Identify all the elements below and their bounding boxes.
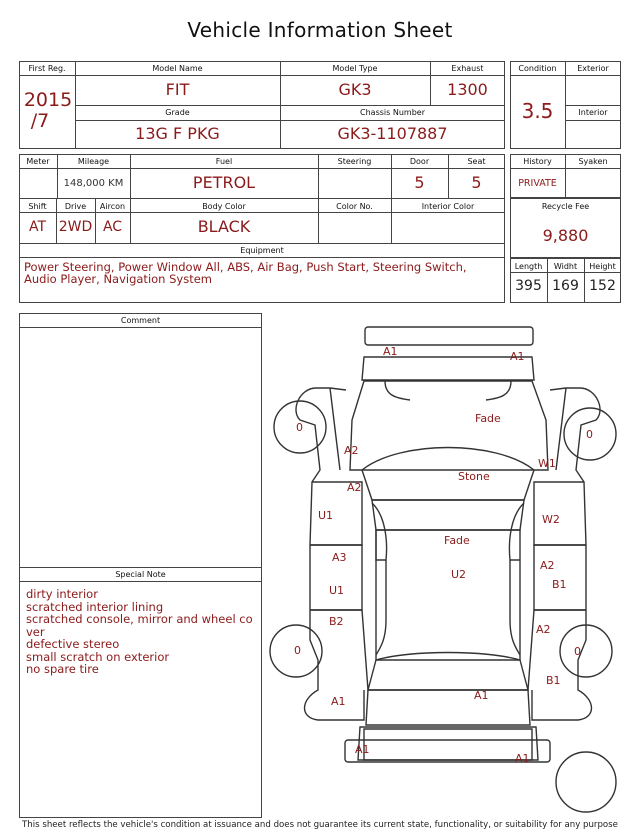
- mark-u1-left-fender: U1: [318, 509, 334, 522]
- drive-value: 2WD: [58, 219, 93, 235]
- history-label: History: [523, 157, 552, 166]
- height-label: Height: [589, 262, 616, 271]
- mark-zero-rr: 0: [574, 645, 581, 658]
- mark-b2-left-rear: B2: [329, 615, 344, 628]
- mark-a1-rear-left: A1: [355, 743, 370, 756]
- fuel-value: PETROL: [192, 173, 256, 192]
- model-type-value: GK3: [338, 80, 372, 99]
- exhaust-value: 1300: [447, 80, 488, 99]
- fuel-label: Fuel: [215, 157, 233, 166]
- model-name-value: FIT: [165, 80, 190, 99]
- first-reg-label: First Reg.: [28, 64, 66, 73]
- exterior-label: Exterior: [577, 64, 609, 73]
- first-reg-year: 2015: [23, 89, 73, 111]
- aircon-label: Aircon: [99, 202, 126, 211]
- mark-a1-roof-left: A1: [383, 345, 398, 358]
- door-value: 5: [414, 173, 425, 192]
- mark-stone: Stone: [458, 470, 490, 483]
- mark-a2-right-rear: A2: [536, 623, 551, 636]
- aircon-value: AC: [102, 219, 123, 235]
- comment-box: [19, 313, 262, 818]
- mark-a2-left-upper: A2: [347, 481, 362, 494]
- special-note-item: defective stereo: [26, 637, 120, 651]
- mark-a1-trunk: A1: [474, 689, 489, 702]
- first-reg-month: /7: [30, 110, 50, 132]
- recycle-fee-value: 9,880: [542, 226, 589, 245]
- mark-zero-fr: 0: [586, 428, 593, 441]
- shift-label: Shift: [28, 202, 47, 211]
- length-label: Length: [514, 262, 543, 271]
- chassis-number-label: Chassis Number: [360, 108, 425, 117]
- model-name-label: Model Name: [152, 64, 203, 73]
- history-value: PRIVATE: [518, 178, 557, 189]
- mark-a2-left-front: A2: [344, 444, 359, 457]
- steering-label: Steering: [337, 157, 372, 166]
- exhaust-label: Exhaust: [451, 64, 484, 73]
- mark-w2-right-fender: W2: [542, 513, 560, 526]
- mark-a1-rear-right: A1: [515, 752, 530, 765]
- mark-fade-roof: Fade: [444, 534, 470, 547]
- mark-zero-rl: 0: [294, 644, 301, 657]
- grade-label: Grade: [165, 108, 190, 117]
- mark-u1-left-door: U1: [329, 584, 345, 597]
- special-notes-list: [26, 588, 258, 676]
- equipment-value: Power Steering, Power Window All, ABS, Air Bag, Push Start, Steering Switch, Audio Player, Navigation System: [24, 260, 467, 286]
- mark-w1-right-front: W1: [538, 457, 556, 470]
- body-color-label: Body Color: [202, 202, 246, 211]
- car-damage-diagram: [268, 318, 628, 818]
- grade-value: 13G F PKG: [135, 124, 220, 143]
- height-value: 152: [589, 278, 616, 294]
- length-value: 395: [515, 278, 542, 294]
- disclaimer-footer: This sheet reflects the vehicle's condition at issuance and does not guarantee its current state, functionality, or suitability for any purpose: [22, 820, 618, 830]
- page-title: Vehicle Information Sheet: [187, 18, 453, 42]
- syaken-label: Syaken: [578, 157, 608, 166]
- interior-label: Interior: [578, 108, 608, 117]
- equipment-label: Equipment: [240, 246, 284, 255]
- mark-u2-center: U2: [451, 568, 467, 581]
- special-note-item: scratched interior lining: [26, 599, 164, 614]
- mileage-value: 148,000 KM: [63, 178, 124, 189]
- color-no-label: Color No.: [336, 202, 373, 211]
- mark-b1-right-door: B1: [552, 578, 567, 591]
- width-label: Widht: [553, 262, 578, 271]
- seat-label: Seat: [467, 157, 486, 166]
- body-color-value: BLACK: [197, 217, 251, 236]
- seat-value: 5: [471, 173, 482, 192]
- mark-zero-fl: 0: [296, 421, 303, 434]
- width-value: 169: [552, 278, 579, 294]
- mark-a2-right-door: A2: [540, 559, 555, 572]
- mark-a1-roof-right: A1: [510, 350, 525, 363]
- condition-label: Condition: [518, 64, 557, 73]
- condition-value: 3.5: [521, 99, 554, 123]
- special-note-item: scratched console, mirror and wheel co: [26, 612, 253, 626]
- interior-color-label: Interior Color: [421, 202, 475, 211]
- door-label: Door: [409, 157, 430, 166]
- special-note-item: dirty interior: [26, 587, 98, 601]
- mileage-label: Mileage: [77, 157, 110, 166]
- mark-a3-left-door: A3: [332, 551, 347, 564]
- shift-value: AT: [28, 219, 47, 235]
- special-note-label: Special Note: [115, 570, 166, 579]
- drive-label: Drive: [64, 202, 87, 211]
- special-note-item: small scratch on exterior: [26, 649, 170, 664]
- meter-label: Meter: [26, 157, 50, 166]
- mark-fade-hood: Fade: [475, 412, 501, 425]
- chassis-number-value: GK3-1107887: [337, 124, 448, 143]
- mark-b1-right-quarter: B1: [546, 674, 561, 687]
- recycle-fee-label: Recycle Fee: [541, 202, 590, 211]
- mark-a1-left-quarter: A1: [331, 695, 346, 708]
- special-note-item: no spare tire: [26, 662, 99, 676]
- special-note-item: ver: [26, 624, 45, 639]
- comment-label: Comment: [120, 316, 161, 325]
- model-type-label: Model Type: [332, 64, 378, 73]
